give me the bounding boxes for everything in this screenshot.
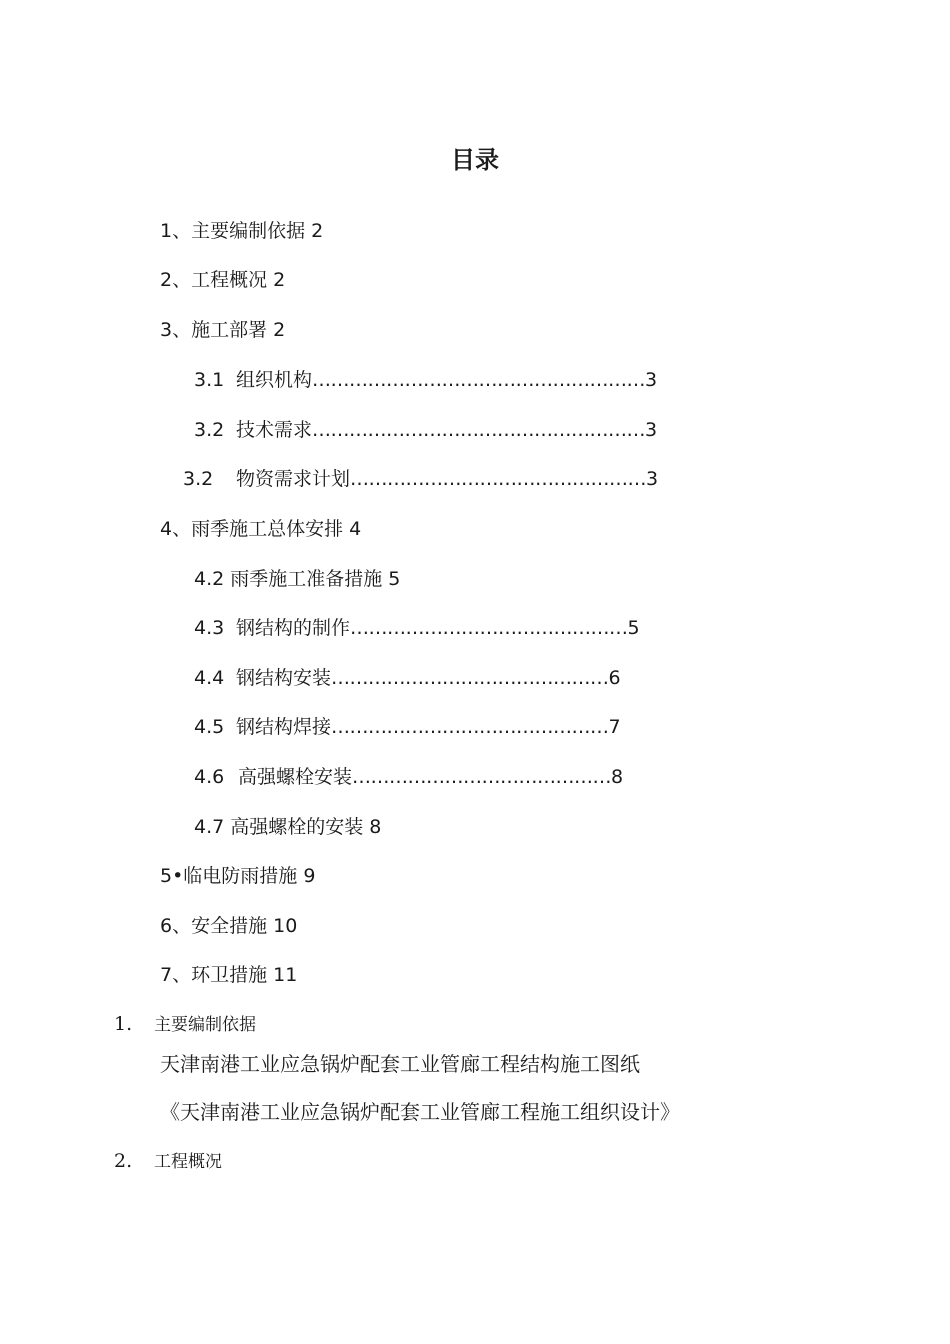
toc-entry-4-4[interactable] bbox=[194, 665, 621, 691]
toc-entry-7[interactable] bbox=[160, 962, 297, 988]
toc-entry-3-1[interactable] bbox=[194, 367, 657, 393]
section-heading-1 bbox=[114, 1012, 256, 1037]
toc-entry-text: 1、主要编制依据 2 bbox=[160, 220, 324, 242]
toc-leader-dots: ……………………………………………… bbox=[312, 419, 646, 441]
section-number: 1. bbox=[114, 1013, 133, 1035]
toc-entry-text: 4、雨季施工总体安排 4 bbox=[160, 518, 362, 540]
toc-page-number: 6 bbox=[608, 667, 621, 689]
toc-page-number: 5 bbox=[627, 617, 640, 639]
toc-leader-dots: ……………………………………… bbox=[331, 667, 609, 689]
toc-entry-number: 4.5 bbox=[194, 716, 225, 738]
toc-entry-4-2[interactable] bbox=[194, 566, 400, 592]
toc-leader-dots: ……………………………………………… bbox=[312, 369, 646, 391]
toc-entry-number: 3.2 bbox=[194, 419, 225, 441]
toc-entry-text: 3、施工部署 2 bbox=[160, 319, 286, 341]
toc-entry-text: 7、环卫措施 11 bbox=[160, 964, 298, 986]
toc-entry-5[interactable] bbox=[160, 863, 315, 889]
toc-entry-1[interactable] bbox=[160, 218, 323, 244]
toc-page-number: 3 bbox=[646, 468, 659, 490]
toc-entry-3-2b[interactable] bbox=[183, 466, 658, 492]
toc-entry-text: 6、安全措施 10 bbox=[160, 915, 298, 937]
toc-entry-4-7[interactable] bbox=[194, 814, 381, 840]
toc-entry-label: 高强螺栓安装 bbox=[238, 766, 353, 788]
toc-entry-text: 4.2 雨季施工准备措施 5 bbox=[194, 568, 401, 590]
section-heading-2 bbox=[114, 1149, 222, 1174]
section-paragraph: 《天津南港工业应急锅炉配套工业管廊工程施工组织设计》 bbox=[160, 1100, 680, 1124]
section-title: 工程概况 bbox=[154, 1152, 222, 1172]
toc-title: 目录 bbox=[451, 146, 499, 174]
toc-leader-dots: ……………………………………… bbox=[331, 716, 609, 738]
toc-entry-number: 3.2 bbox=[183, 468, 214, 490]
toc-entry-text: 2、工程概况 2 bbox=[160, 269, 286, 291]
toc-entry-4-5[interactable] bbox=[194, 714, 621, 740]
section-number: 2. bbox=[114, 1150, 133, 1172]
toc-entry-number: 4.4 bbox=[194, 667, 225, 689]
toc-leader-dots: …………………………………… bbox=[352, 766, 612, 788]
toc-entry-2[interactable] bbox=[160, 267, 285, 293]
toc-entry-label: 技术需求 bbox=[236, 419, 313, 441]
toc-entry-number: 4.6 bbox=[194, 766, 225, 788]
toc-entry-label: 钢结构安装 bbox=[236, 667, 332, 689]
toc-entry-label: 物资需求计划 bbox=[236, 468, 351, 490]
section-paragraph: 天津南港工业应急锅炉配套工业管廊工程结构施工图纸 bbox=[160, 1052, 640, 1076]
toc-entry-4-6[interactable] bbox=[194, 764, 623, 790]
toc-page-number: 7 bbox=[608, 716, 621, 738]
toc-page-number: 3 bbox=[645, 369, 658, 391]
toc-entry-4-3[interactable] bbox=[194, 615, 640, 641]
toc-entry-text: 5•临电防雨措施 9 bbox=[160, 865, 316, 887]
toc-entry-label: 钢结构的制作 bbox=[236, 617, 351, 639]
toc-leader-dots: ………………………………………… bbox=[350, 468, 647, 490]
toc-leader-dots: ……………………………………… bbox=[350, 617, 628, 639]
toc-entry-4[interactable] bbox=[160, 516, 361, 542]
toc-page-number: 3 bbox=[645, 419, 658, 441]
toc-entry-label: 组织机构 bbox=[236, 369, 313, 391]
toc-entry-number: 3.1 bbox=[194, 369, 225, 391]
toc-entry-text: 4.7 高强螺栓的安装 8 bbox=[194, 816, 382, 838]
toc-entry-label: 钢结构焊接 bbox=[236, 716, 332, 738]
toc-page-number: 8 bbox=[611, 766, 624, 788]
toc-entry-6[interactable] bbox=[160, 913, 297, 939]
toc-entry-3-2[interactable] bbox=[194, 417, 657, 443]
section-title: 主要编制依据 bbox=[154, 1015, 256, 1035]
toc-entry-3[interactable] bbox=[160, 317, 285, 343]
toc-entry-number: 4.3 bbox=[194, 617, 225, 639]
